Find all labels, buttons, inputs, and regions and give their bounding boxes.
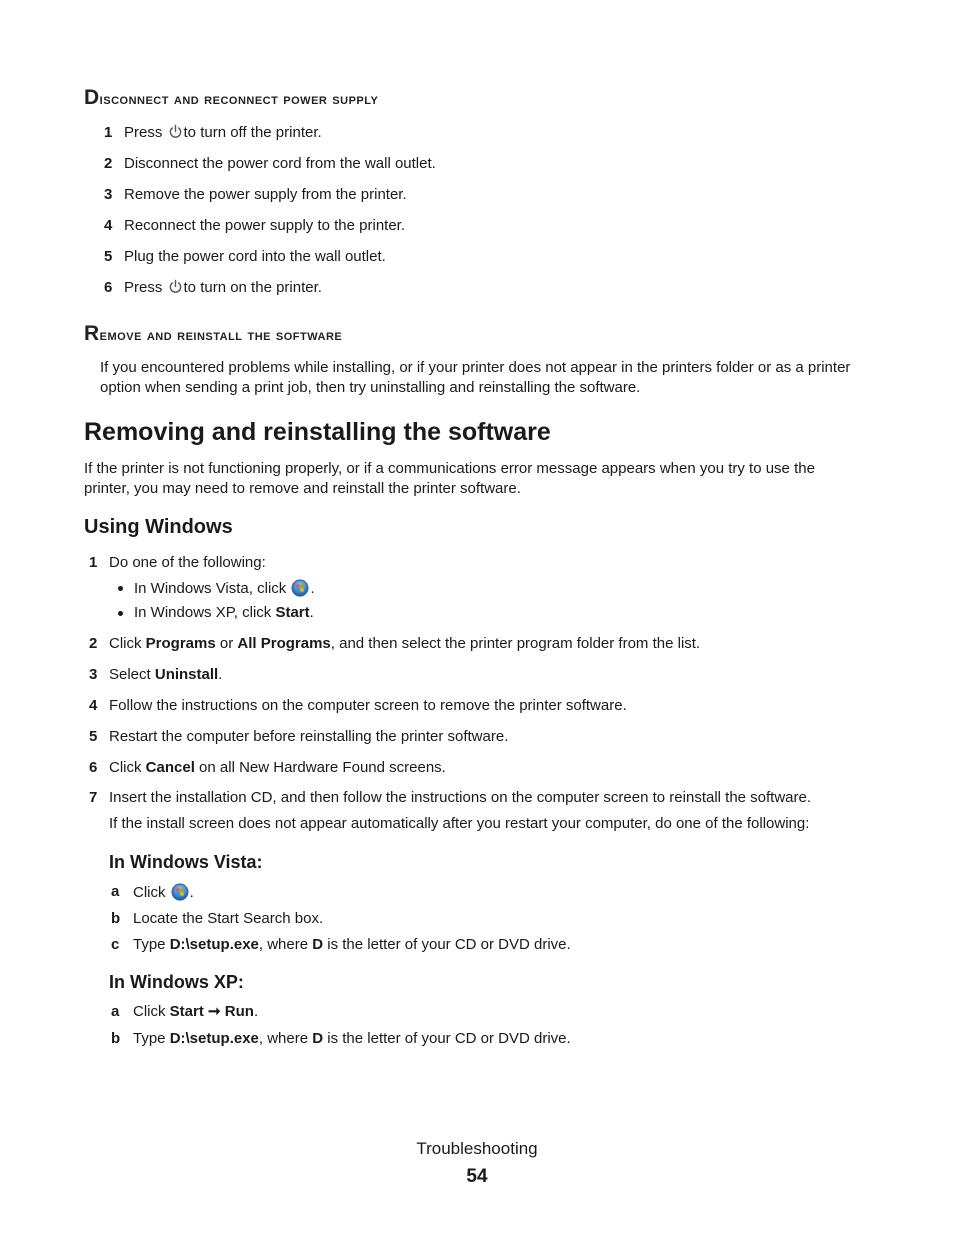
bullet-text-pre: In Windows XP, click [134,604,276,621]
step-text [124,279,322,297]
text-pre: Click [133,884,166,901]
paragraph-line: If you encountered problems while installing, or if your printer does not appear in the printers folder or as a printer [100,359,851,376]
step-text [124,124,322,142]
page-title: Removing and reinstalling the software [84,418,551,446]
step-number: 6 [104,279,113,296]
step-text [109,635,700,653]
heading-rest: emove and reinstall the software [99,327,343,344]
text-post: is the letter of your CD or DVD drive. [323,1030,571,1047]
text-mid: , where [258,1030,313,1047]
step-number: 3 [104,186,113,203]
step-text [133,1030,571,1048]
text-pre: Type [133,936,170,953]
paragraph-line: printer, you may need to remove and reinstall the printer software. [84,480,521,497]
bold-programs: Programs [145,635,216,652]
text-pre: Click [109,635,146,652]
bold-start: Start [275,604,310,621]
windows-start-icon [291,579,309,597]
bullet-text-post: . [309,604,314,621]
step-number: 1 [104,124,113,141]
subheading-using-windows: Using Windows [84,516,233,538]
step-text-pre: Press [124,124,163,141]
bullet-text [134,579,315,597]
power-icon [168,279,183,294]
step-text [109,666,222,684]
step-text: Follow the instructions on the computer screen to remove the printer software. [109,697,627,714]
section2-paragraph [100,358,850,398]
step-letter: b [111,1030,121,1047]
step-letter: a [111,1003,120,1020]
step-number: 2 [104,155,113,172]
bullet-text [134,604,314,621]
bold-all-programs: All Programs [237,635,331,652]
text-post: , and then select the printer program folder from the list. [330,635,701,652]
arrow-right-icon: ➞ [203,1003,225,1020]
step-number: 2 [89,635,98,652]
step-text: Remove the power supply from the printer. [124,186,407,203]
power-icon [168,124,183,139]
bold-cancel: Cancel [145,759,195,776]
heading-initial: D [84,86,100,109]
step7-note: If the install screen does not appear automatically after you restart your computer, do one of the following: [109,815,810,832]
step-text-pre: Press [124,279,163,296]
text-mid: or [215,635,238,652]
text-pre: Click [109,759,146,776]
bold-start: Start [169,1003,204,1020]
step-text: Do one of the following: [109,554,266,571]
bold-setup-path: D:\setup.exe [169,936,259,953]
bold-uninstall: Uninstall [154,666,219,683]
bold-run: Run [224,1003,254,1020]
step-number: 5 [104,248,113,265]
bold-setup-path: D:\setup.exe [169,1030,259,1047]
text-post: is the letter of your CD or DVD drive. [323,936,571,953]
subheading-windows-xp: In Windows XP: [109,972,244,992]
bold-drive-letter: D [312,1030,324,1047]
page-number: 54 [466,1166,488,1187]
text-post: . [253,1003,259,1020]
text-pre: Click [133,1003,170,1020]
subheading-windows-vista: In Windows Vista: [109,852,263,872]
heading-initial: R [84,322,100,345]
footer-chapter-label: Troubleshooting [416,1139,538,1158]
text-post: . [218,666,223,683]
step-text [133,936,571,954]
step-number: 3 [89,666,98,683]
heading-rest: isconnect and reconnect power supply [99,91,379,108]
bullet-text-pre: In Windows Vista, click [134,580,287,597]
step-text: Disconnect the power cord from the wall outlet. [124,155,436,172]
step-text [109,759,446,777]
step-letter: b [111,910,121,927]
step-text: Plug the power cord into the wall outlet. [124,248,386,265]
windows-start-icon [171,883,189,901]
text-post: . [189,884,194,901]
step-text: Insert the installation CD, and then follow the instructions on the computer screen to reinstall the software. [109,789,812,806]
section-heading-remove-reinstall [84,322,342,346]
step-text-post: to turn on the printer. [183,279,322,296]
text-post: on all New Hardware Found screens. [194,759,446,776]
bullet-dot [118,611,123,616]
text-mid: , where [258,936,313,953]
text-pre: Type [133,1030,170,1047]
intro-paragraph [84,459,815,499]
step-text [133,883,194,902]
step-text: Restart the computer before reinstalling the printer software. [109,728,509,745]
step-text-post: to turn off the printer. [183,124,322,141]
step-text [133,1003,258,1021]
step-number: 4 [89,697,98,714]
bullet-text-post: . [310,580,315,597]
step-number: 1 [89,554,98,571]
text-pre: Select [109,666,155,683]
step-number: 6 [89,759,98,776]
step-number: 5 [89,728,98,745]
step-text: Locate the Start Search box. [133,910,324,927]
bold-drive-letter: D [312,936,324,953]
bullet-dot [118,586,123,591]
section-heading-disconnect-power [84,86,378,110]
step-letter: c [111,936,120,953]
paragraph-line: option when sending a print job, then try uninstalling and reinstalling the software. [100,379,641,396]
step-text: Reconnect the power supply to the printer. [124,217,406,234]
step-letter: a [111,883,120,900]
paragraph-line: If the printer is not functioning properly, or if a communications error message appears when you try to use the [84,460,815,477]
step-number: 4 [104,217,113,234]
step-number: 7 [89,789,98,806]
